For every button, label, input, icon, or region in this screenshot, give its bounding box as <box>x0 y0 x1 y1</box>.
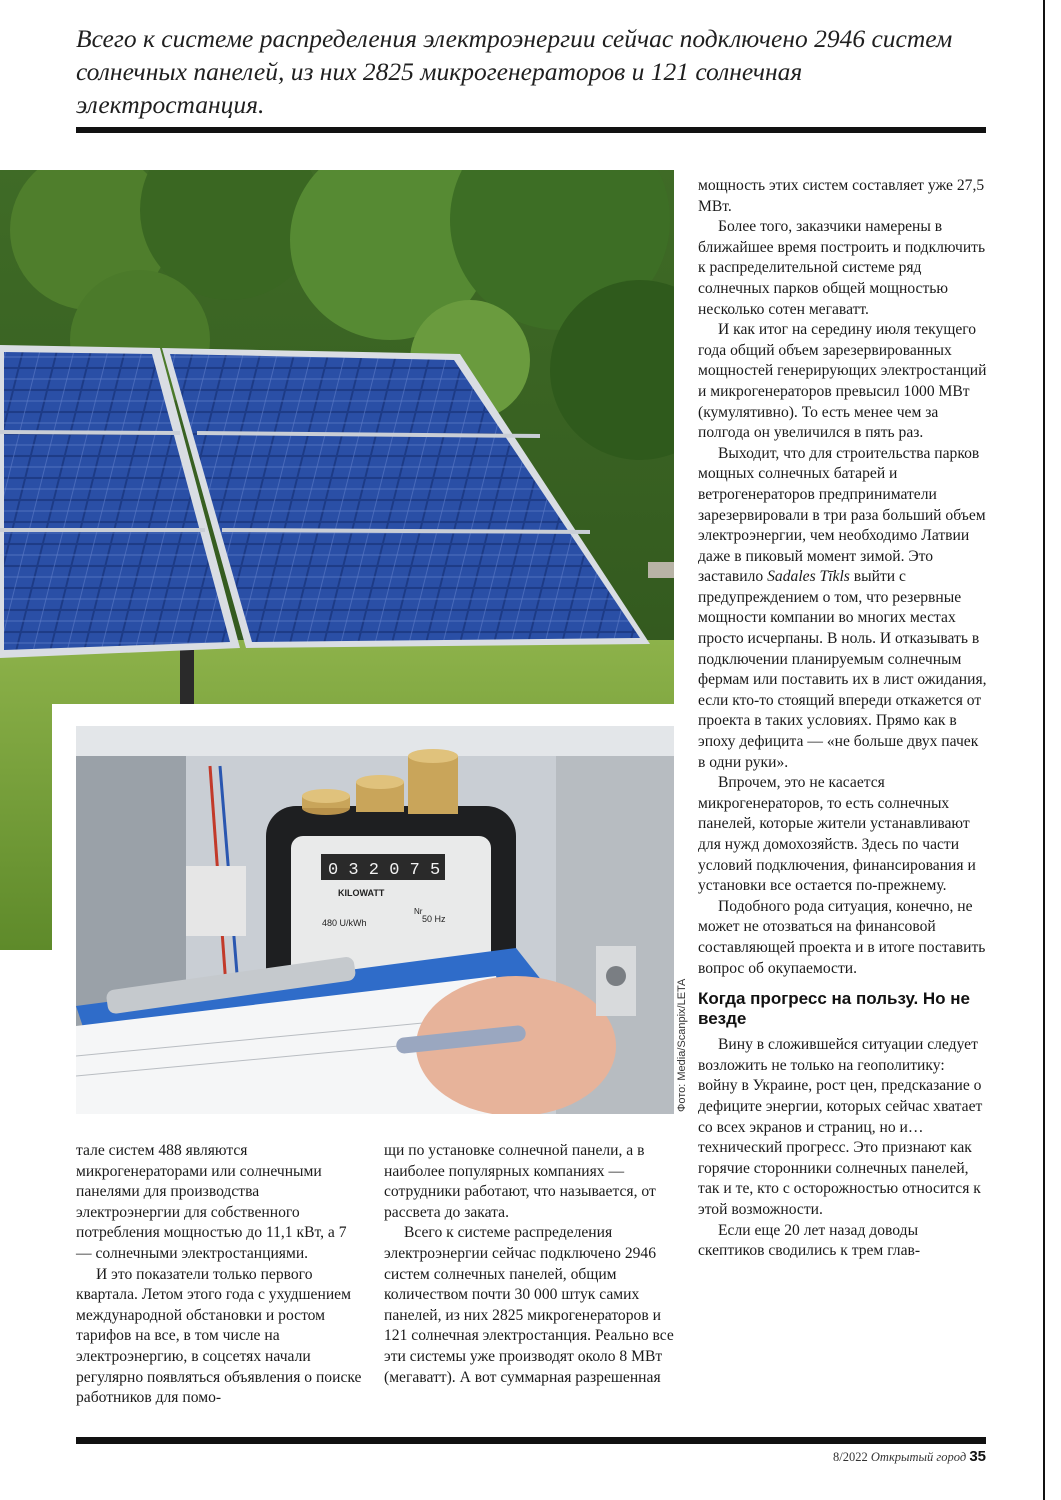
photo-credit: Фото: Media/Scanpix/LETA <box>676 978 688 1112</box>
paragraph: Впрочем, это не касается микрогенераторов, то есть солнечных панелей, которые жители устанавливают для нужд домохозяйств. Здесь по части условий подключения, финансирования и установки все остается по-прежнему. <box>698 774 976 895</box>
page-footer <box>780 1448 986 1465</box>
paragraph: И как итог на середину июля текущего года общий объем зарезервированных мощностей генерирующих электростанций и микрогенераторов превысил 1000 МВт (кумулятивно). То есть менее чем за полгода он увеличился в пять раз. <box>698 321 987 442</box>
paragraph: Подобного рода ситуация, конечно, не может не отозваться на финансовой составляющей проекта и в итоге поставить вопрос об окупаемости. <box>698 897 986 977</box>
paragraph <box>698 444 988 774</box>
paragraph: Всего к системе распределения электроэнергии сейчас подключено 2946 систем солнечных панелей, общим количеством почти 30 000 штук самих панелей, из них 2825 микрогенераторов и 121 солнечная электростанция. Реально все эти системы уже производят около 8 МВт (мегаватт). А вот суммарная разрешенная <box>384 1224 674 1386</box>
paragraph: И это показатели только первого квартала. Летом этого года с ухудшением международной обстановки и ростом тарифов на все, в том числе на электроэнергию, в соцсетях начали регулярно появляться объявления о поиске работников для помо- <box>76 1265 362 1407</box>
electric-meter-photo <box>76 726 674 1114</box>
page-number: 35 <box>969 1448 986 1465</box>
paragraph: Более того, заказчики намерены в ближайшее время построить и подключить к распределительной системе ряд солнечных парков общей мощностью несколько сотен мегаватт. <box>698 218 986 318</box>
paragraph: щи по установке солнечной панели, а в наиболее популярных компаниях — сотрудники работают, что называется, от рассвета до заката. <box>384 1142 656 1221</box>
issue-number: 8/2022 <box>833 1450 868 1464</box>
meter-rate: 480 U/kWh <box>322 918 367 928</box>
magazine-title: Открытый город <box>870 1450 967 1464</box>
paragraph: мощность этих систем составляет уже 27,5 МВт. <box>698 177 985 215</box>
paragraph-text: выйти с предупреждением о том, что резервные мощности компании во многих местах просто исчерпаны. В ноль. И отказывать в подключении планируемым солнечным фермам или поставить их в лист ожидания, если кто-то стоящий впереди откажется от проекта в таких условиях. Прямо как в эпоху дефицита — «не больше двух пачек в одни руки». <box>698 568 987 771</box>
page-edge-bar <box>1043 0 1061 1500</box>
paragraph: тале систем 488 являются микрогенераторами или солнечными панелями для производства электроэнергии для собственного потребления мощностью до 11,1 кВт, а 7 — солнечными электростанциями. <box>76 1142 347 1262</box>
meter-nr: Nr <box>414 907 423 916</box>
top-rule <box>76 127 986 133</box>
meter-frequency: 50 Hz <box>422 914 446 924</box>
article-column-bottom-middle <box>384 1141 674 1388</box>
meter-brand: KILOWATT <box>338 888 385 898</box>
meter-reading: 0 3 2 0 7 5 <box>328 861 441 880</box>
pull-quote: Всего к системе распределения электроэнергии сейчас подключено 2946 систем солнечных панелей, из них 2825 микрогенераторов и 121 солнечная электростанция. <box>76 24 953 119</box>
paragraph: Вину в сложившейся ситуации следует возложить не только на геополитику: войну в Украине, рост цен, предсказание о дефиците энергии, которых сейчас хватает со всех экранов и страниц, но и… технический прогресс. Это признают как горячие сторонники солнечных панелей, так и те, кто с осторожностью относится к этой возможности. <box>698 1036 983 1218</box>
article-column-right <box>698 176 988 1262</box>
paragraph-text: Выходит, что для строительства парков мощных солнечных батарей и ветрогенераторов предприниматели зарезервировали в три раза больший объем электроэнергии, чем необходимо Латвии даже в пиковый момент зимой. Это заставило <box>698 444 986 586</box>
bottom-rule <box>76 1437 986 1444</box>
article-column-bottom-left <box>76 1141 362 1409</box>
company-name: Sadales Tīkls <box>767 568 850 586</box>
section-subheading: Когда прогресс на пользу. Но не везде <box>698 989 970 1029</box>
paragraph: Если еще 20 лет назад доводы скептиков сводились к трем глав- <box>698 1221 921 1260</box>
